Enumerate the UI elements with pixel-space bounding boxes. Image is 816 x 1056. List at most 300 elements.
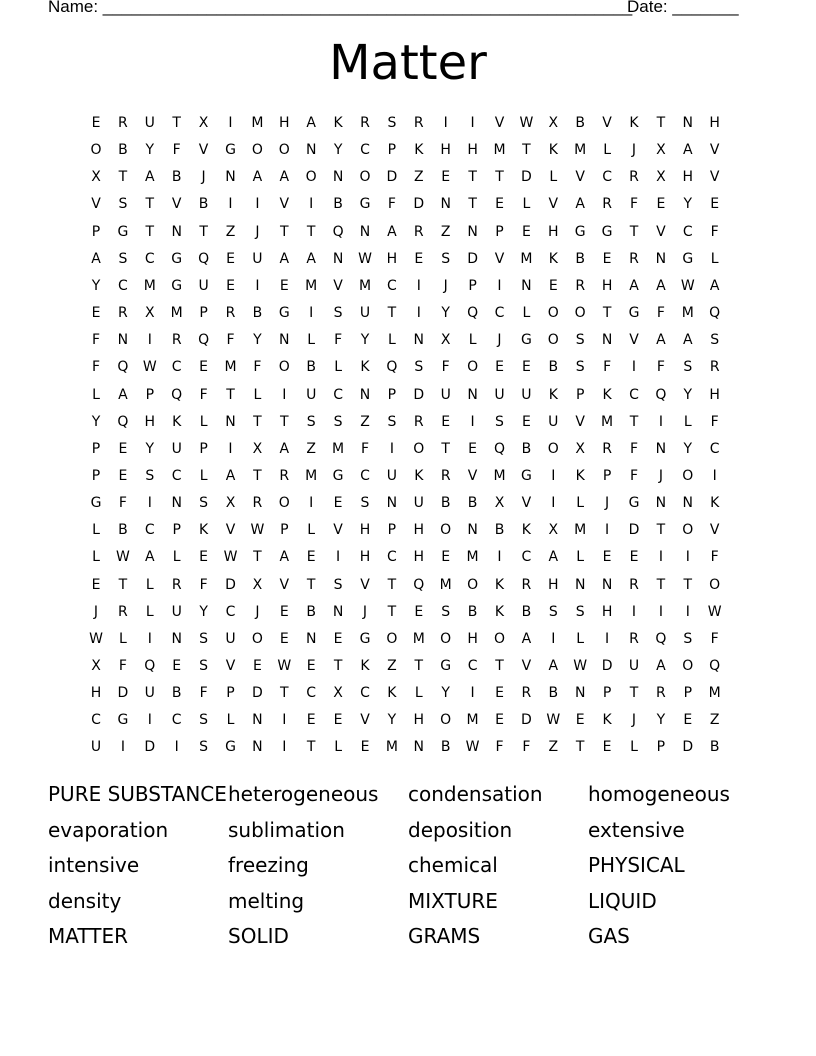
grid-letter[interactable]: S — [683, 630, 693, 647]
grid-letter[interactable]: B — [198, 196, 209, 213]
grid-letter[interactable]: U — [494, 386, 505, 403]
grid-letter[interactable]: T — [495, 658, 504, 674]
grid-letter[interactable]: M — [332, 440, 345, 457]
grid-letter[interactable]: M — [143, 277, 156, 294]
grid-letter[interactable]: F — [522, 739, 531, 756]
grid-letter[interactable]: N — [440, 196, 451, 213]
grid-letter[interactable]: S — [199, 712, 209, 729]
grid-letter[interactable]: F — [656, 305, 665, 322]
grid-letter[interactable]: E — [91, 305, 101, 322]
grid-letter[interactable]: N — [252, 739, 263, 756]
grid-letter[interactable]: Z — [440, 223, 451, 240]
grid-letter[interactable]: C — [360, 467, 370, 484]
grid-letter[interactable]: E — [226, 250, 235, 267]
grid-letter[interactable]: M — [493, 142, 506, 159]
grid-letter[interactable]: U — [144, 685, 155, 702]
grid-letter[interactable]: G — [359, 630, 371, 647]
grid-letter[interactable]: T — [441, 440, 450, 457]
grid-letter[interactable]: Q — [171, 386, 183, 403]
grid-letter[interactable]: E — [118, 440, 128, 457]
grid-letter[interactable]: M — [708, 685, 721, 702]
grid-letter[interactable]: L — [522, 305, 531, 322]
grid-letter[interactable]: F — [91, 359, 101, 376]
grid-letter[interactable]: R — [521, 576, 532, 593]
grid-letter[interactable]: H — [359, 522, 371, 539]
grid-letter[interactable]: D — [117, 685, 129, 702]
grid-letter[interactable]: L — [334, 359, 342, 376]
grid-letter[interactable]: R — [440, 467, 451, 484]
grid-letter[interactable]: E — [441, 169, 451, 186]
grid-letter[interactable]: D — [628, 522, 640, 539]
grid-letter[interactable]: N — [574, 685, 586, 702]
grid-letter[interactable]: U — [521, 386, 532, 403]
grid-letter[interactable]: U — [171, 440, 182, 457]
grid-letter[interactable]: O — [547, 305, 559, 322]
grid-letter[interactable]: B — [709, 739, 720, 756]
grid-letter[interactable]: N — [655, 440, 667, 457]
grid-letter[interactable]: G — [225, 739, 236, 756]
grid-letter[interactable]: L — [92, 522, 100, 539]
grid-letter[interactable]: H — [709, 115, 720, 131]
grid-letter[interactable]: K — [494, 603, 505, 620]
grid-letter[interactable]: X — [333, 685, 343, 702]
grid-letter[interactable]: M — [574, 522, 587, 539]
grid-letter[interactable]: C — [225, 603, 236, 620]
grid-letter[interactable]: Y — [656, 712, 666, 729]
grid-letter[interactable]: N — [305, 630, 317, 647]
grid-letter[interactable]: D — [521, 712, 532, 729]
grid-letter[interactable]: K — [548, 386, 558, 403]
grid-letter[interactable]: D — [413, 386, 425, 403]
grid-letter[interactable]: V — [171, 196, 182, 213]
grid-letter[interactable]: S — [118, 196, 128, 213]
grid-letter[interactable]: A — [279, 549, 290, 566]
grid-letter[interactable]: T — [656, 115, 666, 131]
grid-letter[interactable]: O — [278, 495, 290, 512]
grid-letter[interactable]: J — [255, 603, 260, 620]
grid-letter[interactable]: C — [521, 549, 532, 566]
grid-letter[interactable]: Y — [387, 712, 397, 729]
grid-letter[interactable]: K — [575, 467, 585, 484]
grid-letter[interactable]: Q — [467, 305, 479, 322]
grid-letter[interactable]: G — [171, 277, 183, 294]
grid-letter[interactable]: F — [226, 332, 235, 349]
grid-letter[interactable]: B — [171, 169, 182, 186]
grid-letter[interactable]: A — [683, 142, 693, 159]
grid-letter[interactable]: T — [387, 576, 397, 593]
grid-letter[interactable]: T — [575, 739, 585, 756]
grid-letter[interactable]: Q — [709, 658, 721, 674]
grid-letter[interactable]: G — [682, 250, 694, 267]
grid-letter[interactable]: M — [493, 467, 506, 484]
grid-letter[interactable]: R — [413, 223, 424, 240]
grid-letter[interactable]: V — [521, 658, 532, 674]
grid-letter[interactable]: N — [467, 522, 478, 539]
grid-letter[interactable]: L — [710, 250, 719, 267]
grid-letter[interactable]: I — [605, 522, 610, 539]
grid-letter[interactable]: I — [309, 196, 314, 213]
grid-letter[interactable]: T — [280, 413, 289, 430]
grid-letter[interactable]: V — [709, 169, 720, 186]
grid-letter[interactable]: F — [495, 739, 504, 756]
grid-letter[interactable]: P — [602, 467, 612, 484]
grid-letter[interactable]: U — [440, 386, 451, 403]
grid-letter[interactable]: G — [332, 467, 344, 484]
grid-letter[interactable]: I — [551, 467, 556, 484]
grid-letter[interactable]: S — [575, 359, 585, 376]
grid-letter[interactable]: I — [336, 549, 341, 566]
grid-letter[interactable]: A — [279, 169, 290, 186]
grid-letter[interactable]: T — [253, 549, 262, 566]
grid-letter[interactable]: I — [282, 712, 287, 729]
grid-letter[interactable]: L — [307, 332, 316, 349]
grid-letter[interactable]: I — [712, 467, 717, 484]
grid-letter[interactable]: M — [305, 277, 318, 294]
grid-letter[interactable]: W — [250, 522, 265, 539]
grid-letter[interactable]: O — [574, 305, 586, 322]
grid-letter[interactable]: K — [414, 467, 424, 484]
grid-letter[interactable]: A — [387, 223, 397, 240]
grid-letter[interactable]: I — [309, 305, 314, 322]
grid-letter[interactable]: B — [521, 440, 532, 457]
grid-letter[interactable]: A — [118, 386, 128, 403]
grid-letter[interactable]: I — [631, 359, 637, 376]
grid-letter[interactable]: Z — [414, 169, 424, 186]
grid-letter[interactable]: Z — [709, 712, 720, 729]
grid-letter[interactable]: Q — [413, 576, 425, 593]
grid-letter[interactable]: K — [199, 522, 209, 539]
grid-letter[interactable]: M — [385, 739, 398, 756]
grid-letter[interactable]: E — [279, 277, 289, 294]
grid-letter[interactable]: P — [575, 386, 585, 403]
grid-letter[interactable]: O — [90, 142, 102, 159]
grid-letter[interactable]: R — [575, 277, 586, 294]
grid-letter[interactable]: V — [360, 576, 370, 593]
grid-letter[interactable]: S — [145, 467, 155, 484]
grid-letter[interactable]: J — [443, 277, 448, 294]
grid-letter[interactable]: A — [709, 277, 720, 294]
grid-letter[interactable]: S — [199, 739, 209, 756]
grid-letter[interactable]: U — [386, 467, 398, 484]
grid-letter[interactable]: Y — [360, 332, 370, 349]
grid-letter[interactable]: V — [656, 223, 666, 240]
grid-letter[interactable]: E — [495, 196, 504, 213]
grid-letter[interactable]: E — [226, 277, 235, 294]
grid-letter[interactable]: W — [573, 658, 588, 674]
grid-letter[interactable]: F — [91, 332, 101, 349]
grid-letter[interactable]: M — [412, 630, 425, 647]
grid-letter[interactable]: I — [389, 440, 394, 457]
grid-letter[interactable]: F — [603, 359, 612, 376]
grid-letter[interactable]: M — [574, 142, 587, 159]
grid-letter[interactable]: E — [279, 630, 289, 647]
grid-letter[interactable]: F — [118, 658, 127, 674]
grid-letter[interactable]: F — [253, 359, 262, 376]
grid-letter[interactable]: R — [118, 603, 128, 620]
grid-letter[interactable]: Z — [387, 658, 397, 674]
grid-letter[interactable]: T — [387, 603, 397, 620]
grid-letter[interactable]: H — [682, 169, 694, 186]
grid-letter[interactable]: L — [603, 142, 611, 159]
grid-letter[interactable]: X — [145, 305, 155, 322]
grid-letter[interactable]: W — [142, 359, 157, 376]
grid-letter[interactable]: I — [551, 630, 556, 647]
grid-letter[interactable]: N — [279, 332, 290, 349]
grid-letter[interactable]: K — [548, 250, 558, 267]
grid-letter[interactable]: R — [279, 467, 290, 484]
grid-letter[interactable]: C — [144, 522, 155, 539]
grid-letter[interactable]: W — [519, 115, 534, 131]
grid-letter[interactable]: T — [226, 386, 235, 403]
grid-letter[interactable]: V — [467, 467, 478, 484]
grid-letter[interactable]: E — [710, 196, 720, 213]
grid-letter[interactable]: W — [115, 549, 130, 566]
grid-letter[interactable]: N — [171, 223, 182, 240]
grid-letter[interactable]: F — [199, 576, 208, 593]
grid-letter[interactable]: B — [575, 115, 585, 131]
grid-letter[interactable]: E — [602, 739, 612, 756]
grid-letter[interactable]: Y — [253, 332, 262, 349]
grid-letter[interactable]: L — [199, 467, 208, 484]
grid-letter[interactable]: I — [147, 332, 152, 349]
grid-letter[interactable]: E — [468, 440, 478, 457]
grid-letter[interactable]: F — [710, 413, 719, 430]
grid-letter[interactable]: P — [387, 142, 397, 159]
grid-letter[interactable]: S — [333, 305, 343, 322]
grid-letter[interactable]: E — [333, 712, 343, 729]
grid-letter[interactable]: X — [548, 522, 559, 539]
grid-letter[interactable]: E — [602, 250, 612, 267]
grid-letter[interactable]: P — [199, 305, 208, 322]
grid-letter[interactable]: B — [548, 685, 559, 702]
grid-letter[interactable]: G — [520, 332, 532, 349]
grid-letter[interactable]: N — [413, 332, 425, 349]
grid-letter[interactable]: L — [199, 413, 208, 430]
grid-letter[interactable]: E — [441, 413, 451, 430]
grid-letter[interactable]: K — [414, 142, 424, 159]
grid-letter[interactable]: K — [387, 685, 397, 702]
grid-letter[interactable]: I — [658, 413, 663, 430]
grid-letter[interactable]: O — [682, 522, 694, 539]
grid-letter[interactable]: S — [306, 413, 316, 430]
grid-letter[interactable]: I — [147, 495, 152, 512]
grid-letter[interactable]: L — [92, 549, 100, 566]
grid-letter[interactable]: L — [92, 386, 100, 403]
grid-letter[interactable]: I — [174, 739, 179, 756]
grid-letter[interactable]: K — [602, 712, 612, 729]
grid-letter[interactable]: O — [440, 522, 452, 539]
grid-letter[interactable]: Q — [709, 305, 721, 322]
grid-letter[interactable]: R — [171, 332, 182, 349]
grid-letter[interactable]: G — [520, 467, 532, 484]
grid-letter[interactable]: W — [546, 712, 561, 729]
grid-letter[interactable]: A — [656, 332, 666, 349]
grid-letter[interactable]: K — [360, 359, 370, 376]
grid-letter[interactable]: W — [277, 658, 292, 674]
grid-letter[interactable]: U — [252, 250, 263, 267]
grid-letter[interactable]: L — [549, 169, 558, 186]
grid-letter[interactable]: S — [360, 495, 370, 512]
grid-letter[interactable]: V — [279, 196, 290, 213]
grid-letter[interactable]: I — [470, 413, 475, 430]
grid-letter[interactable]: C — [682, 223, 693, 240]
grid-letter[interactable]: P — [683, 685, 693, 702]
grid-letter[interactable]: T — [468, 196, 477, 213]
grid-letter[interactable]: L — [468, 332, 477, 349]
grid-letter[interactable]: H — [467, 630, 478, 647]
grid-letter[interactable]: C — [118, 277, 128, 294]
grid-letter[interactable]: L — [145, 576, 154, 593]
grid-letter[interactable]: E — [441, 549, 451, 566]
grid-letter[interactable]: Q — [198, 250, 210, 267]
grid-letter[interactable]: V — [494, 115, 505, 131]
grid-letter[interactable]: G — [601, 223, 613, 240]
grid-letter[interactable]: L — [683, 413, 692, 430]
grid-letter[interactable]: C — [602, 169, 612, 186]
grid-letter[interactable]: T — [683, 576, 693, 593]
grid-letter[interactable]: M — [466, 712, 479, 729]
grid-letter[interactable]: T — [333, 658, 343, 674]
grid-letter[interactable]: Q — [493, 440, 506, 457]
grid-letter[interactable]: L — [522, 196, 531, 213]
grid-letter[interactable]: N — [467, 223, 478, 240]
grid-letter[interactable]: C — [91, 712, 101, 729]
grid-letter[interactable]: I — [631, 603, 637, 620]
grid-letter[interactable]: N — [601, 332, 613, 349]
grid-letter[interactable]: X — [656, 142, 666, 159]
grid-letter[interactable]: G — [574, 223, 586, 240]
grid-letter[interactable]: A — [548, 658, 559, 674]
grid-letter[interactable]: P — [145, 386, 155, 403]
grid-letter[interactable]: M — [251, 115, 264, 131]
grid-letter[interactable]: E — [683, 712, 693, 729]
grid-letter[interactable]: T — [629, 223, 639, 240]
grid-letter[interactable]: T — [280, 223, 289, 240]
grid-letter[interactable]: D — [225, 576, 236, 593]
grid-letter[interactable]: W — [465, 739, 480, 756]
grid-letter[interactable]: W — [680, 277, 695, 294]
grid-letter[interactable]: C — [171, 359, 182, 376]
grid-letter[interactable]: B — [521, 603, 532, 620]
grid-letter[interactable]: K — [172, 413, 182, 430]
grid-letter[interactable]: D — [467, 250, 478, 267]
grid-letter[interactable]: B — [494, 522, 505, 539]
grid-letter[interactable]: U — [413, 495, 424, 512]
grid-letter[interactable]: A — [521, 630, 532, 647]
grid-letter[interactable]: V — [709, 142, 720, 159]
grid-letter[interactable]: S — [710, 332, 720, 349]
grid-letter[interactable]: C — [171, 712, 182, 729]
grid-letter[interactable]: F — [710, 549, 719, 566]
grid-letter[interactable]: K — [360, 658, 370, 674]
grid-letter[interactable]: I — [443, 115, 448, 131]
grid-letter[interactable]: O — [682, 658, 694, 674]
grid-letter[interactable]: C — [387, 277, 397, 294]
grid-letter[interactable]: X — [252, 440, 263, 457]
grid-letter[interactable]: H — [90, 685, 102, 702]
grid-letter[interactable]: P — [226, 685, 235, 702]
grid-letter[interactable]: G — [440, 658, 452, 674]
grid-letter[interactable]: H — [548, 576, 559, 593]
grid-letter[interactable]: X — [252, 576, 263, 593]
grid-letter[interactable]: V — [333, 277, 343, 294]
grid-letter[interactable]: I — [228, 196, 233, 213]
grid-letter[interactable]: R — [413, 413, 424, 430]
grid-letter[interactable]: S — [575, 603, 585, 620]
grid-letter[interactable]: Q — [386, 359, 398, 376]
grid-letter[interactable]: V — [629, 332, 639, 349]
grid-letter[interactable]: R — [360, 115, 370, 131]
grid-letter[interactable]: Y — [333, 142, 343, 159]
grid-letter[interactable]: C — [709, 440, 720, 457]
grid-letter[interactable]: R — [118, 305, 128, 322]
grid-letter[interactable]: I — [282, 739, 287, 756]
grid-letter[interactable]: E — [172, 658, 182, 674]
grid-letter[interactable]: I — [497, 277, 502, 294]
grid-letter[interactable]: O — [467, 576, 479, 593]
grid-letter[interactable]: I — [685, 549, 690, 566]
grid-letter[interactable]: A — [145, 169, 155, 186]
grid-letter[interactable]: H — [413, 712, 425, 729]
grid-letter[interactable]: Y — [91, 413, 101, 430]
grid-letter[interactable]: W — [358, 250, 372, 267]
grid-letter[interactable]: E — [252, 658, 262, 674]
grid-letter[interactable]: R — [629, 250, 639, 267]
grid-letter[interactable]: A — [575, 196, 585, 213]
grid-letter[interactable]: C — [360, 685, 370, 702]
grid-letter[interactable]: T — [387, 305, 397, 322]
grid-letter[interactable]: Q — [198, 332, 210, 349]
grid-letter[interactable]: I — [685, 603, 690, 620]
grid-letter[interactable]: P — [387, 522, 397, 539]
grid-letter[interactable]: R — [656, 685, 666, 702]
grid-letter[interactable]: M — [224, 359, 237, 376]
grid-letter[interactable]: H — [413, 522, 425, 539]
grid-letter[interactable]: O — [305, 169, 317, 186]
grid-letter[interactable]: L — [307, 522, 316, 539]
grid-letter[interactable]: V — [225, 658, 236, 674]
grid-letter[interactable]: E — [521, 223, 531, 240]
grid-letter[interactable]: F — [334, 332, 343, 349]
grid-letter[interactable]: U — [359, 305, 371, 322]
grid-letter[interactable]: M — [305, 467, 318, 484]
grid-letter[interactable]: C — [333, 386, 343, 403]
grid-letter[interactable]: Y — [145, 142, 155, 159]
grid-letter[interactable]: L — [576, 549, 585, 566]
grid-letter[interactable]: W — [223, 549, 238, 566]
grid-letter[interactable]: O — [467, 359, 479, 376]
grid-letter[interactable]: N — [225, 169, 236, 186]
grid-letter[interactable]: P — [172, 522, 181, 539]
grid-letter[interactable]: X — [225, 495, 236, 512]
grid-letter[interactable]: Y — [199, 603, 208, 620]
grid-letter[interactable]: K — [629, 115, 639, 131]
grid-letter[interactable]: A — [279, 250, 290, 267]
grid-letter[interactable]: L — [172, 549, 181, 566]
grid-letter[interactable]: B — [171, 685, 182, 702]
grid-letter[interactable]: M — [170, 305, 183, 322]
grid-letter[interactable]: V — [333, 522, 343, 539]
grid-letter[interactable]: A — [548, 549, 559, 566]
grid-letter[interactable]: H — [709, 386, 720, 403]
grid-letter[interactable]: N — [413, 739, 425, 756]
grid-letter[interactable]: S — [199, 658, 209, 674]
grid-letter[interactable]: Y — [145, 440, 155, 457]
grid-letter[interactable]: I — [605, 630, 610, 647]
grid-letter[interactable]: O — [709, 576, 721, 593]
grid-letter[interactable]: I — [255, 277, 260, 294]
grid-letter[interactable]: R — [413, 115, 424, 131]
